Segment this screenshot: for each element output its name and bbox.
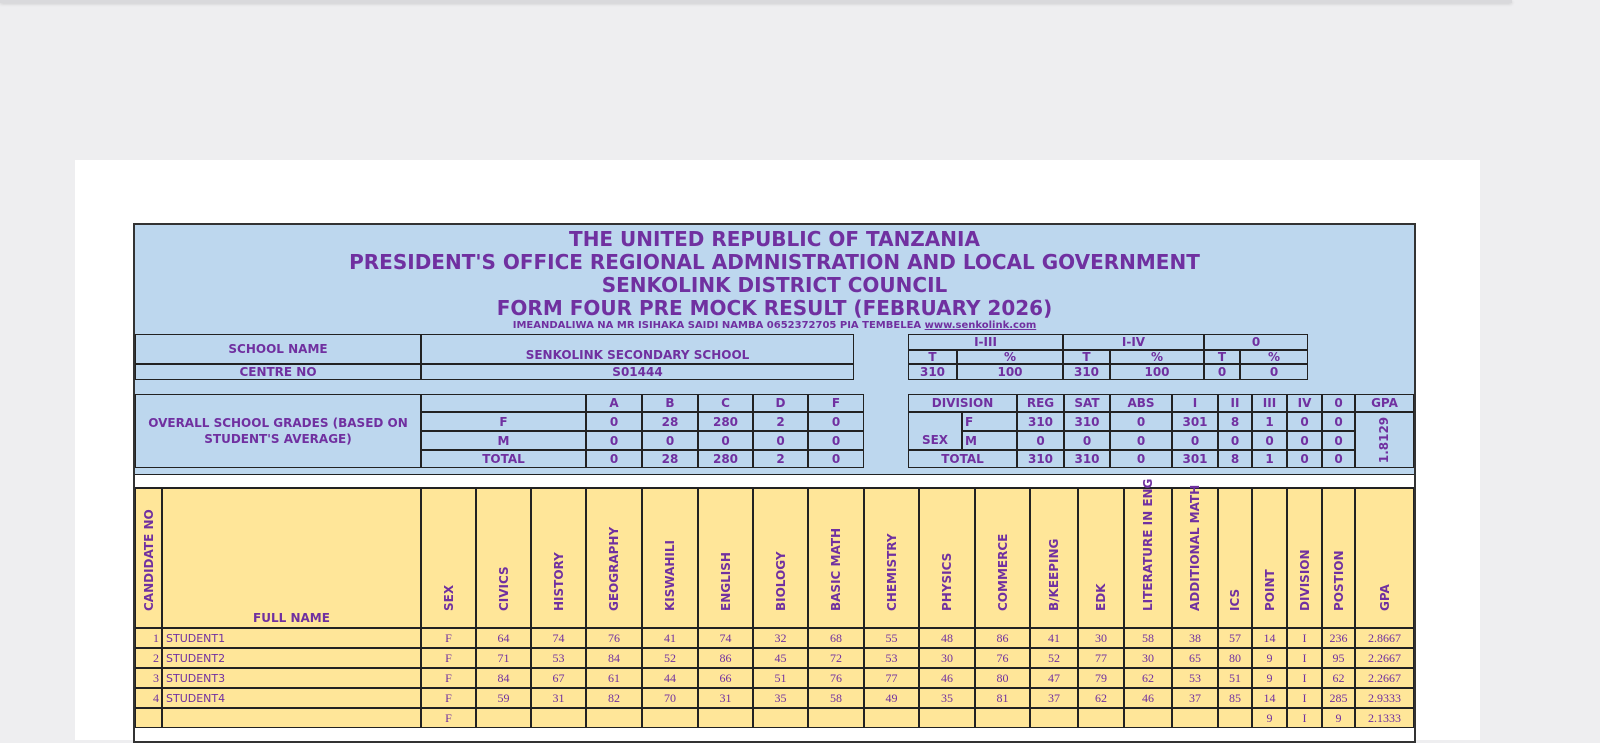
result-cell: 55 — [864, 628, 919, 648]
student-name: STUDENT1 — [162, 628, 421, 648]
column-header-text: KISWAHILI — [663, 539, 677, 611]
column-header-5 — [586, 488, 642, 628]
result-cell: 76 — [975, 648, 1030, 668]
result-cell: 76 — [808, 668, 864, 688]
column-header-text: GPA — [1377, 584, 1392, 611]
result-cell — [919, 708, 975, 728]
section-divider — [135, 474, 1414, 488]
column-header-text: LITERATURE IN ENG — [1141, 478, 1155, 611]
student-name: STUDENT3 — [162, 668, 421, 688]
student-name: STUDENT4 — [162, 688, 421, 708]
column-header-8 — [753, 488, 808, 628]
result-cell: 9 — [1322, 708, 1355, 728]
column-header-2 — [421, 488, 476, 628]
column-header-12 — [975, 488, 1030, 628]
result-cell — [1078, 708, 1124, 728]
grade-value: 280 — [698, 450, 753, 468]
result-cell: 31 — [531, 688, 586, 708]
division-col-6: IV — [1287, 394, 1322, 412]
summary-sub-3: % — [1110, 350, 1204, 364]
result-cell: 57 — [1218, 628, 1252, 648]
division-value: 0 — [1110, 431, 1172, 450]
result-cell: 74 — [698, 628, 753, 648]
column-header-text: CHEMISTRY — [884, 533, 899, 611]
summary-group-0: I-III — [908, 334, 1063, 350]
result-cell: 51 — [1218, 668, 1252, 688]
result-cell: 52 — [642, 648, 698, 668]
column-header-text: SEX — [441, 584, 456, 611]
grade-col-c: C — [698, 394, 753, 412]
division-value: 0 — [1110, 450, 1172, 468]
result-cell: 2.1333 — [1355, 708, 1414, 728]
column-header-9 — [808, 488, 864, 628]
result-cell — [975, 708, 1030, 728]
column-header-text: ICS — [1228, 588, 1242, 611]
result-cell: F — [421, 648, 476, 668]
result-cell: 53 — [531, 648, 586, 668]
result-cell: 58 — [1124, 628, 1172, 648]
summary-sub-2: T — [1063, 350, 1110, 364]
division-col-4: II — [1218, 394, 1252, 412]
result-cell: 62 — [1078, 688, 1124, 708]
school-gpa-text: 1.8129 — [1377, 416, 1392, 464]
school-name-value: SENKOLINK SECONDARY SCHOOL — [421, 334, 854, 364]
grade-col-f: F — [808, 394, 864, 412]
grade-col-b: B — [642, 394, 698, 412]
column-header-0 — [135, 488, 162, 628]
division-value: 0 — [1172, 431, 1218, 450]
column-header-text: BASIC MATH — [829, 527, 843, 611]
column-header-text: ENGLISH — [718, 552, 733, 611]
grade-value: 0 — [586, 431, 642, 450]
results-sheet — [133, 223, 1416, 743]
grade-value: 28 — [642, 412, 698, 431]
result-cell: 82 — [586, 688, 642, 708]
credit-text: IMEANDALIWA NA MR ISIHAKA SAIDI NAMBA 0652372705 PIA TEMBELEA — [512, 320, 922, 331]
column-header-text: POSTION — [1331, 550, 1346, 611]
grade-value: 0 — [753, 431, 808, 450]
division-value: 0 — [1322, 450, 1355, 468]
result-cell: 72 — [808, 648, 864, 668]
column-header-7 — [698, 488, 753, 628]
column-header-13 — [1030, 488, 1078, 628]
summary-sub-4: T — [1204, 350, 1240, 364]
result-cell — [808, 708, 864, 728]
result-cell: 86 — [698, 648, 753, 668]
result-cell: 74 — [531, 628, 586, 648]
student-name: STUDENT2 — [162, 648, 421, 668]
result-cell: 95 — [1322, 648, 1355, 668]
exam-title: FORM FOUR PRE MOCK RESULT (FEBRUARY 2026) — [496, 296, 1053, 320]
result-cell: 47 — [1030, 668, 1078, 688]
division-value: 310 — [1064, 412, 1110, 431]
result-cell: 35 — [753, 688, 808, 708]
division-value: 310 — [1017, 450, 1064, 468]
column-header-text: PHYSICS — [940, 552, 954, 611]
credit-line — [135, 320, 1414, 331]
division-col-2: ABS — [1110, 394, 1172, 412]
candidate-no: 3 — [135, 668, 162, 688]
result-cell: 32 — [753, 628, 808, 648]
result-cell: 285 — [1322, 688, 1355, 708]
result-cell: 46 — [919, 668, 975, 688]
candidate-no — [135, 708, 162, 728]
division-value: 0 — [1064, 431, 1110, 450]
division-col-5: III — [1252, 394, 1287, 412]
result-cell: 2.2667 — [1355, 668, 1414, 688]
column-header-17 — [1218, 488, 1252, 628]
summary-sub-1: % — [957, 350, 1063, 364]
column-header-text: HISTORY — [551, 552, 566, 611]
grade-value: 0 — [586, 412, 642, 431]
result-cell: 58 — [808, 688, 864, 708]
division-value: 0 — [1287, 412, 1322, 431]
council-title: SENKOLINK DISTRICT COUNCIL — [601, 273, 948, 297]
column-header-10 — [864, 488, 919, 628]
division-value: 1 — [1252, 412, 1287, 431]
division-col-1: SAT — [1064, 394, 1110, 412]
result-cell: 31 — [698, 688, 753, 708]
result-cell: 2.9333 — [1355, 688, 1414, 708]
result-cell — [476, 708, 531, 728]
result-cell: 9 — [1252, 708, 1287, 728]
grade-value: 0 — [642, 431, 698, 450]
result-cell — [1124, 708, 1172, 728]
grade-value: 2 — [753, 450, 808, 468]
summary-sub-5: % — [1240, 350, 1308, 364]
candidate-no: 2 — [135, 648, 162, 668]
result-cell: 79 — [1078, 668, 1124, 688]
result-cell: 41 — [1030, 628, 1078, 648]
division-row-label-m: M — [962, 431, 1017, 450]
result-cell: 38 — [1172, 628, 1218, 648]
summary-value-3: 100 — [1110, 364, 1204, 380]
column-header-15 — [1124, 478, 1172, 628]
column-header-19 — [1287, 488, 1322, 628]
result-cell: 52 — [1030, 648, 1078, 668]
result-cell: 30 — [1124, 648, 1172, 668]
summary-sub-0: T — [908, 350, 957, 364]
grade-value: 0 — [808, 431, 864, 450]
division-col-0: REG — [1017, 394, 1064, 412]
division-value: 310 — [1017, 412, 1064, 431]
column-header-text: COMMERCE — [995, 533, 1010, 611]
result-cell: 77 — [864, 668, 919, 688]
result-cell: 48 — [919, 628, 975, 648]
column-header-18 — [1252, 488, 1287, 628]
result-cell — [698, 708, 753, 728]
division-value: 0 — [1287, 431, 1322, 450]
result-cell: 53 — [864, 648, 919, 668]
result-cell: 37 — [1172, 688, 1218, 708]
result-cell: 2.2667 — [1355, 648, 1414, 668]
result-cell — [531, 708, 586, 728]
grade-value: 0 — [808, 450, 864, 468]
result-cell: 49 — [864, 688, 919, 708]
result-cell: 44 — [642, 668, 698, 688]
summary-group-1: I-IV — [1063, 334, 1204, 350]
result-cell: 53 — [1172, 668, 1218, 688]
school-name-label: SCHOOL NAME — [135, 334, 421, 364]
result-cell: 80 — [975, 668, 1030, 688]
division-value: 310 — [1064, 450, 1110, 468]
result-cell: 70 — [642, 688, 698, 708]
result-cell: 35 — [919, 688, 975, 708]
grade-value: 0 — [586, 450, 642, 468]
centre-no-value: S01444 — [421, 364, 854, 380]
student-name — [162, 708, 421, 728]
grade-row-label-m: M — [421, 431, 586, 450]
division-col-7: 0 — [1322, 394, 1355, 412]
grade-value: 280 — [698, 412, 753, 431]
grade-row-label-total: TOTAL — [421, 450, 586, 468]
summary-group-2: 0 — [1204, 334, 1308, 350]
column-header-text: CANDIDATE NO — [141, 509, 156, 611]
column-header-16 — [1172, 484, 1218, 628]
division-value: 0 — [1017, 431, 1064, 450]
result-cell — [864, 708, 919, 728]
division-value: 0 — [1322, 431, 1355, 450]
division-title: DIVISION — [908, 394, 1017, 412]
division-value: 8 — [1218, 412, 1252, 431]
summary-value-2: 310 — [1063, 364, 1110, 380]
division-value: 0 — [1252, 431, 1287, 450]
column-header-full-name: FULL NAME — [162, 488, 421, 628]
result-cell: 9 — [1252, 668, 1287, 688]
result-cell — [642, 708, 698, 728]
column-header-text: ADDITIONAL MATH — [1188, 484, 1202, 611]
result-cell — [753, 708, 808, 728]
grade-value: 0 — [808, 412, 864, 431]
column-header-4 — [531, 488, 586, 628]
result-cell: 67 — [531, 668, 586, 688]
result-cell: 62 — [1124, 668, 1172, 688]
result-cell: 30 — [919, 648, 975, 668]
division-value: 301 — [1172, 450, 1218, 468]
division-value: 0 — [1322, 412, 1355, 431]
sex-label: SEX — [908, 412, 962, 450]
grades-label: OVERALL SCHOOL GRADES (BASED ON STUDENT'S AVERAGE) — [135, 394, 421, 468]
website-link[interactable]: www.senkolink.com — [924, 320, 1037, 331]
column-header-text: DIVISION — [1297, 549, 1312, 611]
column-header-text: BIOLOGY — [773, 551, 788, 611]
result-cell: 84 — [586, 648, 642, 668]
grade-value: 0 — [698, 431, 753, 450]
division-col-3: I — [1172, 394, 1218, 412]
result-cell: 2.8667 — [1355, 628, 1414, 648]
result-cell: F — [421, 668, 476, 688]
result-cell: F — [421, 688, 476, 708]
division-value: 301 — [1172, 412, 1218, 431]
summary-value-1: 100 — [957, 364, 1063, 380]
result-cell: 51 — [753, 668, 808, 688]
result-cell: 86 — [975, 628, 1030, 648]
result-cell: 65 — [1172, 648, 1218, 668]
division-row-label-total: TOTAL — [908, 450, 1017, 468]
summary-value-4: 0 — [1204, 364, 1240, 380]
result-cell: 9 — [1252, 648, 1287, 668]
result-cell: 68 — [808, 628, 864, 648]
result-cell: F — [421, 708, 476, 728]
result-cell: 30 — [1078, 628, 1124, 648]
column-header-6 — [642, 488, 698, 628]
column-header-text: POINT — [1262, 569, 1277, 611]
browser-top-edge — [0, 0, 1512, 3]
result-cell: 71 — [476, 648, 531, 668]
result-cell: 85 — [1218, 688, 1252, 708]
gpa-label: GPA — [1355, 394, 1414, 412]
division-value: 0 — [1218, 431, 1252, 450]
summary-value-5: 0 — [1240, 364, 1308, 380]
division-value: 0 — [1110, 412, 1172, 431]
result-cell: F — [421, 628, 476, 648]
result-cell — [1172, 708, 1218, 728]
column-header-text: B/KEEPING — [1047, 538, 1061, 611]
result-cell: 76 — [586, 628, 642, 648]
result-cell: 236 — [1322, 628, 1355, 648]
result-cell: I — [1287, 708, 1322, 728]
division-value: 1 — [1252, 450, 1287, 468]
result-cell: 59 — [476, 688, 531, 708]
column-header-text: EDK — [1094, 583, 1108, 611]
country-title: THE UNITED REPUBLIC OF TANZANIA — [569, 227, 980, 251]
result-cell: I — [1287, 688, 1322, 708]
result-cell: 14 — [1252, 628, 1287, 648]
result-cell: 66 — [698, 668, 753, 688]
result-cell: 14 — [1252, 688, 1287, 708]
column-header-text: CIVICS — [496, 566, 511, 611]
result-cell: I — [1287, 668, 1322, 688]
division-row-label-f: F — [962, 412, 1017, 431]
school-gpa-value — [1355, 412, 1414, 468]
division-value: 8 — [1218, 450, 1252, 468]
grade-value: 2 — [753, 412, 808, 431]
result-cell: 64 — [476, 628, 531, 648]
column-header-11 — [919, 488, 975, 628]
column-header-14 — [1078, 488, 1124, 628]
column-header-3 — [476, 488, 531, 628]
result-cell — [1030, 708, 1078, 728]
result-cell: I — [1287, 648, 1322, 668]
result-cell: 45 — [753, 648, 808, 668]
column-header-text: GEOGRAPHY — [607, 526, 621, 611]
centre-no-label: CENTRE NO — [135, 364, 421, 380]
report-header — [135, 225, 1414, 334]
result-cell: 46 — [1124, 688, 1172, 708]
result-cell: 84 — [476, 668, 531, 688]
result-cell: I — [1287, 628, 1322, 648]
result-cell: 61 — [586, 668, 642, 688]
grade-col-a: A — [586, 394, 642, 412]
grades-corner — [421, 394, 586, 412]
grade-col-d: D — [753, 394, 808, 412]
result-cell: 80 — [1218, 648, 1252, 668]
candidate-no: 1 — [135, 628, 162, 648]
grade-row-label-f: F — [421, 412, 586, 431]
result-cell: 81 — [975, 688, 1030, 708]
result-cell: 62 — [1322, 668, 1355, 688]
summary-value-0: 310 — [908, 364, 957, 380]
result-cell: 77 — [1078, 648, 1124, 668]
result-cell: 41 — [642, 628, 698, 648]
result-cell — [1218, 708, 1252, 728]
result-cell — [586, 708, 642, 728]
office-title: PRESIDENT'S OFFICE REGIONAL ADMNISTRATION AND LOCAL GOVERNMENT — [349, 250, 1200, 274]
column-header-20 — [1322, 488, 1355, 628]
candidate-no: 4 — [135, 688, 162, 708]
division-value: 0 — [1287, 450, 1322, 468]
grade-value: 28 — [642, 450, 698, 468]
result-cell: 37 — [1030, 688, 1078, 708]
column-header-21 — [1355, 488, 1414, 628]
